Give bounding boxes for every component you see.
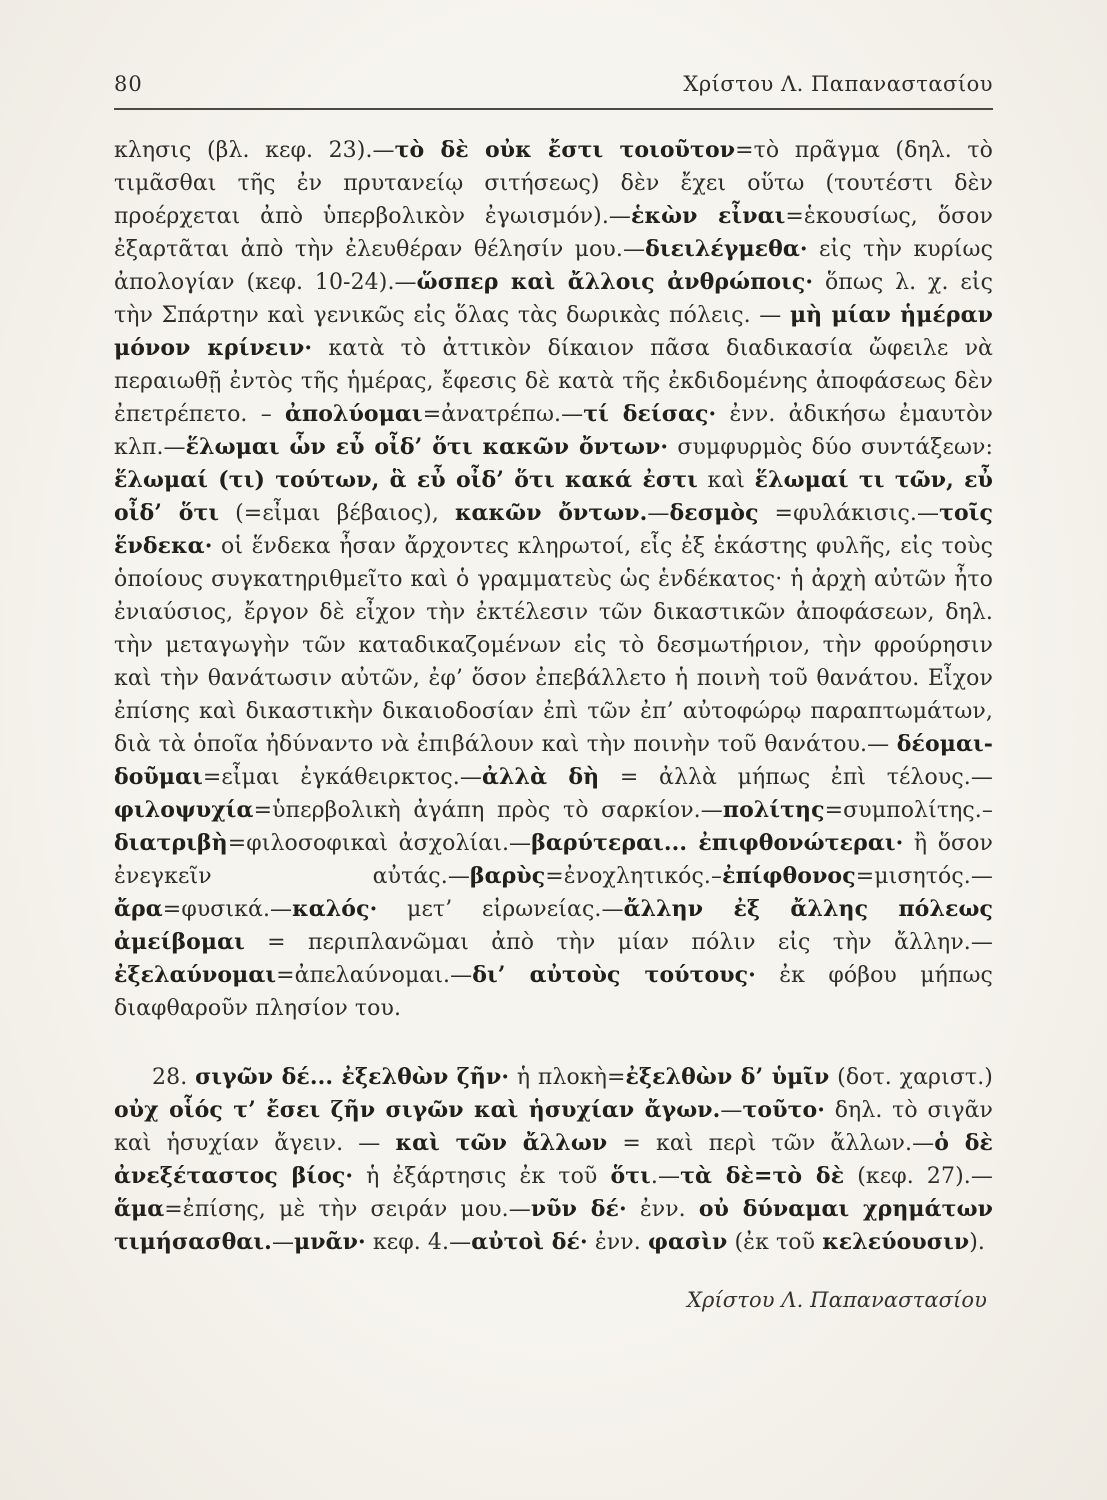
lemma-text: ὥσπερ καὶ ἄλλοις ἀνθρώποις· <box>416 269 814 295</box>
lemma-text: τοῖς ἕνδεκα· <box>114 500 994 559</box>
lemma-text: ἑκὼν εἶναι <box>631 203 786 229</box>
lemma-text: οὐχ οἷός τ’ ἔσει ζῆν σιγῶν καὶ ἡσυχίαν ἄγων. <box>114 1097 721 1123</box>
gloss-text: κεφ. 4.— <box>365 1230 472 1255</box>
gloss-text: ). <box>969 1230 985 1255</box>
lemma-text: αὐτοὶ δέ· <box>471 1229 588 1255</box>
gloss-text: ἡ πλοκὴ= <box>509 1065 626 1090</box>
lemma-text: ἀλλὰ δὴ <box>481 764 600 790</box>
gloss-text: εἰς τὴν κυρίως ἀπολογίαν (κεφ. 10-24).— <box>114 237 993 295</box>
lemma-text: καλός· <box>292 896 378 922</box>
gloss-text: ἡ ἐξάρτησις ἐκ τοῦ <box>353 1164 611 1189</box>
lemma-text: ὅτι <box>610 1163 651 1189</box>
lemma-text: ἄρα <box>114 896 163 922</box>
lemma-text: ἄλλην ἐξ ἄλλης πόλεως ἀμείβομαι <box>114 896 993 955</box>
gloss-text: — <box>647 501 670 526</box>
gloss-text: καὶ <box>697 468 755 493</box>
gloss-text: ἐνν. <box>626 1197 699 1222</box>
gloss-text: κλησις (βλ. κεφ. 23).— <box>114 138 395 163</box>
gloss-text: =ἑκουσίως, ὅσον ἐξαρτᾶται ἀπὸ τὴν ἐλευθέραν θέλησίν μου.— <box>114 204 993 262</box>
gloss-text: =εἶμαι ἐγκάθειρκτος.— <box>202 765 482 790</box>
gloss-text: (=εἶμαι βέβαιος), <box>219 501 455 526</box>
lemma-text: ἕλωμαί τι τῶν, εὖ οἶδ’ ὅτι <box>114 467 993 526</box>
gloss-text: ἐκ φόβου μήπως διαφθαροῦν πλησίον του. <box>114 963 993 1021</box>
lemma-text: τὸ δὲ <box>772 1163 845 1189</box>
lemma-text: νῦν δέ· <box>530 1196 627 1222</box>
commentary-text <box>114 134 993 1317</box>
gloss-text: δηλ. τὸ σιγᾶν καὶ ἡσυχίαν ἄγειν. — <box>114 1098 993 1156</box>
gloss-text: = καὶ περὶ τῶν ἄλλων.— <box>607 1131 935 1156</box>
lemma-text: διειλέγμεθα· <box>645 236 808 262</box>
lemma-text: τὰ δὲ= <box>680 1163 773 1189</box>
gloss-text: (κεφ. 27).— <box>844 1164 993 1189</box>
commentary-paragraph <box>114 1061 993 1259</box>
lemma-text: κακῶν ὄντων. <box>454 500 648 526</box>
gloss-text: ἐνν. ἀδικήσω ἐμαυτὸν κλπ.— <box>114 402 993 460</box>
lemma-text: μνᾶν· <box>294 1229 366 1255</box>
running-title: Χρίστου Λ. Παπαναστασίου <box>683 72 993 96</box>
gloss-text: .— <box>650 1164 681 1189</box>
gloss-text: κατὰ τὸ ἀττικὸν δίκαιον πᾶσα διαδικασία ὤφειλε νὰ περαιωθῇ ἐντὸς τῆς ἡμέρας, ἔφεσις δὲ κατὰ τῆς ἐκδιδομένης ἀποφάσεως δὲν ἐπετρέπετο. – <box>114 336 993 427</box>
gloss-text: =τὸ πρᾶγμα (δηλ. τὸ τιμᾶσθαι τῆς ἐν πρυτανείῳ σιτήσεως) δὲν ἔχει οὕτω (τουτέστι δὲν προέρχεται ἀπὸ ὑπερβολικὸν ἐγωισμόν).— <box>114 138 994 229</box>
gloss-text: — <box>720 1098 743 1123</box>
commentary-paragraph <box>114 134 993 1025</box>
gloss-text: ἐνν. <box>587 1230 648 1255</box>
lemma-text: ἕλωμαι ὧν εὖ οἶδ’ ὅτι κακῶν ὄντων· <box>185 434 669 460</box>
page-header <box>114 72 993 96</box>
gloss-text: (ἐκ τοῦ <box>727 1230 823 1255</box>
gloss-text: 28. <box>152 1065 196 1090</box>
gloss-text: (δοτ. χαριστ.) <box>829 1065 993 1090</box>
gloss-text: οἱ ἕνδεκα ἦσαν ἄρχοντες κληρωτοί, εἷς ἐξ ἑκάστης φυλῆς, εἰς τοὺς ὁποίους συγκατηριθμεῖτο καὶ ὁ γραμματεὺς ὡς ἑνδέκατος· ἡ ἀρχὴ αὐτῶν ἦτο ἐνιαύσιος, ἔργον δὲ εἶχον τὴν ἐκτέλεσιν τῶν δικαστικῶν ἀποφάσεων, δηλ. τὴν μεταγωγὴν τῶν καταδικαζομένων εἰς τὸ δεσμωτήριον, τὴν φρούρησιν καὶ τὴν θανάτωσιν αὐτῶν, ἐφ’ ὅσον ἐπεβάλλετο ἡ ποινὴ τοῦ θανάτου. Εἶχον ἐπίσης καὶ δικαστικὴν δικαιοδοσίαν ἐπὶ τῶν ἐπ’ αὐτοφώρῳ παραπτωμάτων, διὰ τὰ ὁποῖα ἠδύναντο νὰ ἐπιβάλουν καὶ τὴν ποινὴν τοῦ θανάτου.— <box>114 534 993 757</box>
gloss-text: =ἐπίσης, μὲ τὴν σειράν μου.— <box>164 1197 531 1222</box>
lemma-text: δι’ αὐτοὺς τούτους· <box>472 962 756 988</box>
lemma-text: βαρὺς <box>469 863 546 889</box>
lemma-text: οὐ δύναμαι χρημάτων τιμήσασθαι. <box>114 1196 993 1255</box>
gloss-text: =ἐνοχλητικός.– <box>545 864 723 889</box>
lemma-text: κελεύουσιν <box>822 1229 970 1255</box>
gloss-text: =συμπολίτης.– <box>824 798 993 823</box>
gloss-text: μετ’ εἰρωνείας.— <box>377 897 624 922</box>
lemma-text: δέομαι-δοῦμαι <box>114 731 993 790</box>
lemma-text: ἐξελαύνομαι <box>114 962 277 988</box>
lemma-text: τοῦτο· <box>742 1097 826 1123</box>
lemma-text: ἐξελθὼν δ’ ὑμῖν <box>625 1064 830 1090</box>
lemma-text: ἐπίφθονος <box>722 863 856 889</box>
lemma-text: βαρύτεραι... ἐπιφθονώτεραι· <box>531 830 904 856</box>
gloss-text: =φυσικά.— <box>162 897 293 922</box>
lemma-text: τὸ δὲ οὐκ ἔστι τοιοῦτον <box>394 137 736 163</box>
lemma-text: διατριβὴ <box>114 830 228 856</box>
lemma-text: φιλοψυχία <box>114 797 254 823</box>
gloss-text: — <box>271 1230 295 1255</box>
lemma-text: καὶ τῶν ἄλλων <box>395 1130 608 1156</box>
author-signature: Χρίστου Λ. Παπαναστασίου <box>686 1288 987 1312</box>
gloss-text: =ἀπελαύνομαι.— <box>276 963 473 988</box>
gloss-text: ἢ ὅσον ἐνεγκεῖν αὐτάς.— <box>114 831 993 889</box>
lemma-text: ὁ δὲ ἀνεξέταστος βίος· <box>114 1130 993 1189</box>
lemma-text: ἀπολύομαι <box>285 401 423 427</box>
lemma-text: ἕλωμαί (τι) τούτων, ἃ εὖ οἶδ’ ὅτι κακά ἐστι <box>114 467 698 493</box>
gloss-text: =μισητός.— <box>855 864 993 889</box>
gloss-text: =ἀνατρέπω.— <box>422 402 584 427</box>
lemma-text: μὴ μίαν ἡμέραν μόνον κρίνειν· <box>114 302 993 361</box>
lemma-text: σιγῶν δέ... ἐξελθὼν ζῆν· <box>195 1064 510 1090</box>
lemma-text: δεσμὸς <box>669 500 759 526</box>
gloss-text: ὅπως λ. χ. εἰς τὴν Σπάρτην καὶ γενικῶς εἰς ὅλας τὰς δωρικὰς πόλεις. — <box>114 270 993 328</box>
header-rule <box>114 108 993 110</box>
gloss-text: = ἀλλὰ μήπως ἐπὶ τέλους.— <box>599 765 993 790</box>
lemma-text: τί δείσας· <box>583 401 717 427</box>
gloss-text: συμφυρμὸς δύο συντάξεων: <box>668 435 993 460</box>
gloss-text: =φιλοσοφικαὶ ἀσχολίαι.— <box>227 831 532 856</box>
lemma-text: πολίτης <box>722 797 825 823</box>
gloss-text: =φυλάκισις.— <box>758 501 940 526</box>
page-number: 80 <box>114 72 143 96</box>
gloss-text: = περιπλανῶμαι ἀπὸ τὴν μίαν πόλιν εἰς τὴν ἄλλην.— <box>244 930 993 955</box>
gloss-text: =ὑπερβολικὴ ἀγάπη πρὸς τὸ σαρκίον.— <box>253 798 723 823</box>
lemma-text: ἅμα <box>114 1196 165 1222</box>
lemma-text: φασὶν <box>647 1229 728 1255</box>
